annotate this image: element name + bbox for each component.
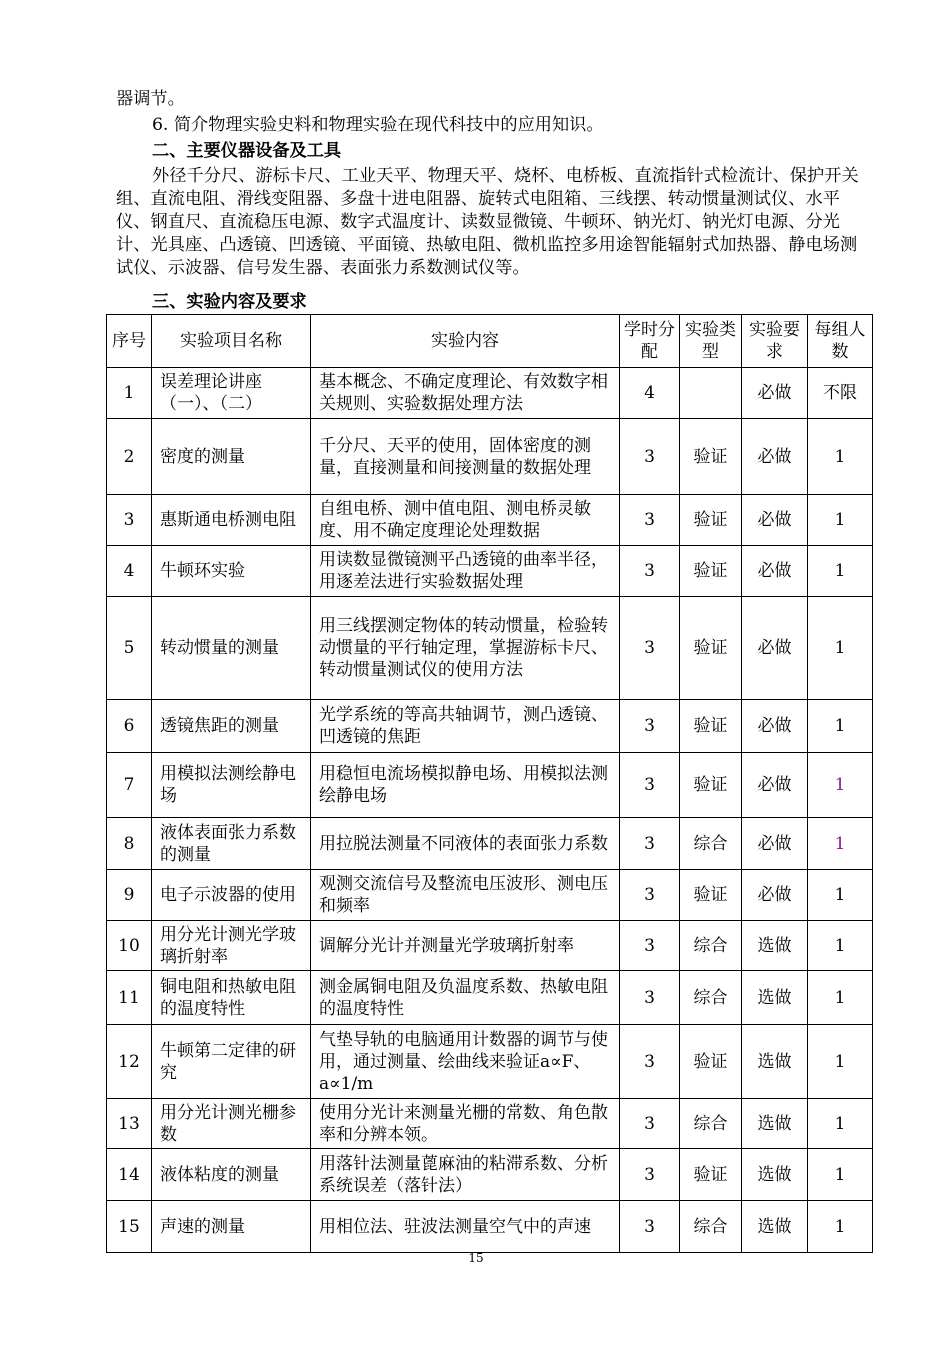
row-experiment-name: 牛顿第二定律的研究 [152, 1025, 311, 1099]
row-type: 验证 [680, 419, 742, 495]
row-requirement: 必做 [742, 818, 808, 870]
row-experiment-name: 密度的测量 [152, 419, 311, 495]
table-row [107, 921, 873, 971]
row-experiment-content: 用拉脱法测量不同液体的表面张力系数 [311, 818, 620, 870]
row-experiment-name: 铜电阻和热敏电阻的温度特性 [152, 971, 311, 1025]
row-people: 1 [808, 495, 873, 546]
row-hours: 3 [620, 419, 680, 495]
row-people: 1 [808, 753, 873, 818]
continuation-text: 器调节。 [116, 89, 185, 109]
header-type: 实验类型 [680, 315, 742, 368]
row-experiment-name: 转动惯量的测量 [152, 597, 311, 700]
row-experiment-name: 用分光计测光学玻璃折射率 [152, 921, 311, 971]
row-experiment-content: 调解分光计并测量光学玻璃折射率 [311, 921, 620, 971]
heading-experiment-content: 三、实验内容及要求 [152, 292, 307, 312]
row-hours: 3 [620, 1149, 680, 1201]
row-number: 4 [107, 546, 152, 597]
row-people: 1 [808, 1025, 873, 1099]
row-people: 1 [808, 546, 873, 597]
table-row [107, 818, 873, 870]
row-experiment-content: 用三线摆测定物体的转动惯量，检验转动惯量的平行轴定理，掌握游标卡尺、转动惯量测试仪的使用方法 [311, 597, 620, 700]
row-experiment-content: 千分尺、天平的使用，固体密度的测量，直接测量和间接测量的数据处理 [311, 419, 620, 495]
row-requirement: 必做 [742, 495, 808, 546]
row-number: 12 [107, 1025, 152, 1099]
row-hours: 4 [620, 368, 680, 419]
row-requirement: 必做 [742, 753, 808, 818]
row-type: 综合 [680, 1099, 742, 1149]
row-type: 综合 [680, 921, 742, 971]
row-experiment-name: 误差理论讲座（一）、（二） [152, 368, 311, 419]
row-experiment-name: 牛顿环实验 [152, 546, 311, 597]
row-hours: 3 [620, 1025, 680, 1099]
table-row [107, 546, 873, 597]
row-type: 综合 [680, 971, 742, 1025]
table-header-row [107, 315, 873, 368]
row-requirement: 必做 [742, 700, 808, 753]
row-experiment-content: 光学系统的等高共轴调节，测凸透镜、凹透镜的焦距 [311, 700, 620, 753]
header-content: 实验内容 [311, 315, 620, 368]
row-experiment-name: 声速的测量 [152, 1201, 311, 1253]
row-number: 6 [107, 700, 152, 753]
row-requirement: 必做 [742, 546, 808, 597]
row-hours: 3 [620, 700, 680, 753]
row-people: 1 [808, 597, 873, 700]
heading-equipment: 二、主要仪器设备及工具 [152, 141, 342, 161]
table-row [107, 368, 873, 419]
row-type: 综合 [680, 1201, 742, 1253]
row-experiment-name: 电子示波器的使用 [152, 870, 311, 921]
row-hours: 3 [620, 546, 680, 597]
row-requirement: 必做 [742, 597, 808, 700]
table-row [107, 1201, 873, 1253]
row-number: 10 [107, 921, 152, 971]
row-people: 1 [808, 1099, 873, 1149]
table-row [107, 1025, 873, 1099]
row-experiment-name: 液体表面张力系数的测量 [152, 818, 311, 870]
row-number: 1 [107, 368, 152, 419]
row-experiment-content: 基本概念、不确定度理论、有效数字相关规则、实验数据处理方法 [311, 368, 620, 419]
row-requirement: 选做 [742, 971, 808, 1025]
row-requirement: 选做 [742, 1099, 808, 1149]
table-row [107, 597, 873, 700]
table-row [107, 971, 873, 1025]
row-hours: 3 [620, 597, 680, 700]
row-number: 3 [107, 495, 152, 546]
item-6-text: 6. 简介物理实验史料和物理实验在现代科技中的应用知识。 [152, 115, 604, 135]
page-number: 15 [468, 1251, 484, 1265]
row-requirement: 选做 [742, 1025, 808, 1099]
table-row [107, 495, 873, 546]
row-experiment-name: 惠斯通电桥测电阻 [152, 495, 311, 546]
table-row [107, 1149, 873, 1201]
header-hours: 学时分配 [620, 315, 680, 368]
row-experiment-content: 气垫导轨的电脑通用计数器的调节与使用，通过测量、绘曲线来验证a∝F、a∝1/m [311, 1025, 620, 1099]
row-number: 7 [107, 753, 152, 818]
equipment-paragraph: 外径千分尺、游标卡尺、工业天平、物理天平、烧杯、电桥板、直流指针式检流计、保护开关组、直流电阻、滑线变阻器、多盘十进电阻器、旋转式电阻箱、三线摆、转动惯量测试仪、水平仪、钢直尺、直流稳压电源、数字式温度计、读数显微镜、牛顿环、钠光灯、钠光灯电源、分光计、光具座、凸透镜、凹透镜、平面镜、热敏电阻、微机监控多用途智能辐射式加热器、静电场测试仪、示波器、信号发生器、表面张力系数测试仪等。 [116, 166, 859, 278]
row-type: 验证 [680, 753, 742, 818]
row-people: 不限 [808, 368, 873, 419]
row-experiment-content: 自组电桥、测中值电阻、测电桥灵敏度、用不确定度理论处理数据 [311, 495, 620, 546]
header-people: 每组人数 [808, 315, 873, 368]
row-type: 综合 [680, 818, 742, 870]
row-requirement: 选做 [742, 1201, 808, 1253]
row-number: 8 [107, 818, 152, 870]
row-experiment-content: 用落针法测量蓖麻油的粘滞系数、分析系统误差（落针法） [311, 1149, 620, 1201]
row-hours: 3 [620, 1201, 680, 1253]
table-row [107, 419, 873, 495]
header-requirement: 实验要求 [742, 315, 808, 368]
row-people: 1 [808, 818, 873, 870]
row-number: 14 [107, 1149, 152, 1201]
row-experiment-content: 用稳恒电流场模拟静电场、用模拟法测绘静电场 [311, 753, 620, 818]
row-people: 1 [808, 419, 873, 495]
row-experiment-content: 用读数显微镜测平凸透镜的曲率半径，用逐差法进行实验数据处理 [311, 546, 620, 597]
row-hours: 3 [620, 870, 680, 921]
experiment-table [106, 314, 873, 1253]
row-people: 1 [808, 1201, 873, 1253]
table-row [107, 1099, 873, 1149]
row-type [680, 368, 742, 419]
table-row [107, 870, 873, 921]
row-experiment-name: 液体粘度的测量 [152, 1149, 311, 1201]
row-requirement: 必做 [742, 368, 808, 419]
row-hours: 3 [620, 753, 680, 818]
header-name: 实验项目名称 [152, 315, 311, 368]
row-people: 1 [808, 921, 873, 971]
row-number: 5 [107, 597, 152, 700]
row-experiment-name: 用分光计测光栅参数 [152, 1099, 311, 1149]
row-type: 验证 [680, 1025, 742, 1099]
row-experiment-content: 观测交流信号及整流电压波形、测电压和频率 [311, 870, 620, 921]
row-people: 1 [808, 971, 873, 1025]
row-people: 1 [808, 1149, 873, 1201]
row-type: 验证 [680, 597, 742, 700]
row-requirement: 必做 [742, 870, 808, 921]
row-number: 11 [107, 971, 152, 1025]
row-number: 2 [107, 419, 152, 495]
row-type: 验证 [680, 546, 742, 597]
table-row [107, 700, 873, 753]
row-number: 15 [107, 1201, 152, 1253]
row-experiment-name: 透镜焦距的测量 [152, 700, 311, 753]
row-type: 验证 [680, 1149, 742, 1201]
row-people: 1 [808, 700, 873, 753]
row-hours: 3 [620, 1099, 680, 1149]
row-number: 13 [107, 1099, 152, 1149]
row-type: 验证 [680, 495, 742, 546]
row-experiment-name: 用模拟法测绘静电场 [152, 753, 311, 818]
row-hours: 3 [620, 921, 680, 971]
row-experiment-content: 用相位法、驻波法测量空气中的声速 [311, 1201, 620, 1253]
row-requirement: 选做 [742, 921, 808, 971]
row-experiment-content: 使用分光计来测量光栅的常数、角色散率和分辨本领。 [311, 1099, 620, 1149]
row-type: 验证 [680, 700, 742, 753]
row-hours: 3 [620, 971, 680, 1025]
row-requirement: 必做 [742, 419, 808, 495]
row-hours: 3 [620, 818, 680, 870]
row-requirement: 选做 [742, 1149, 808, 1201]
table-body [107, 368, 873, 1253]
table-row [107, 753, 873, 818]
header-no: 序号 [107, 315, 152, 368]
row-hours: 3 [620, 495, 680, 546]
row-experiment-content: 测金属铜电阻及负温度系数、热敏电阻的温度特性 [311, 971, 620, 1025]
row-number: 9 [107, 870, 152, 921]
row-type: 验证 [680, 870, 742, 921]
row-people: 1 [808, 870, 873, 921]
